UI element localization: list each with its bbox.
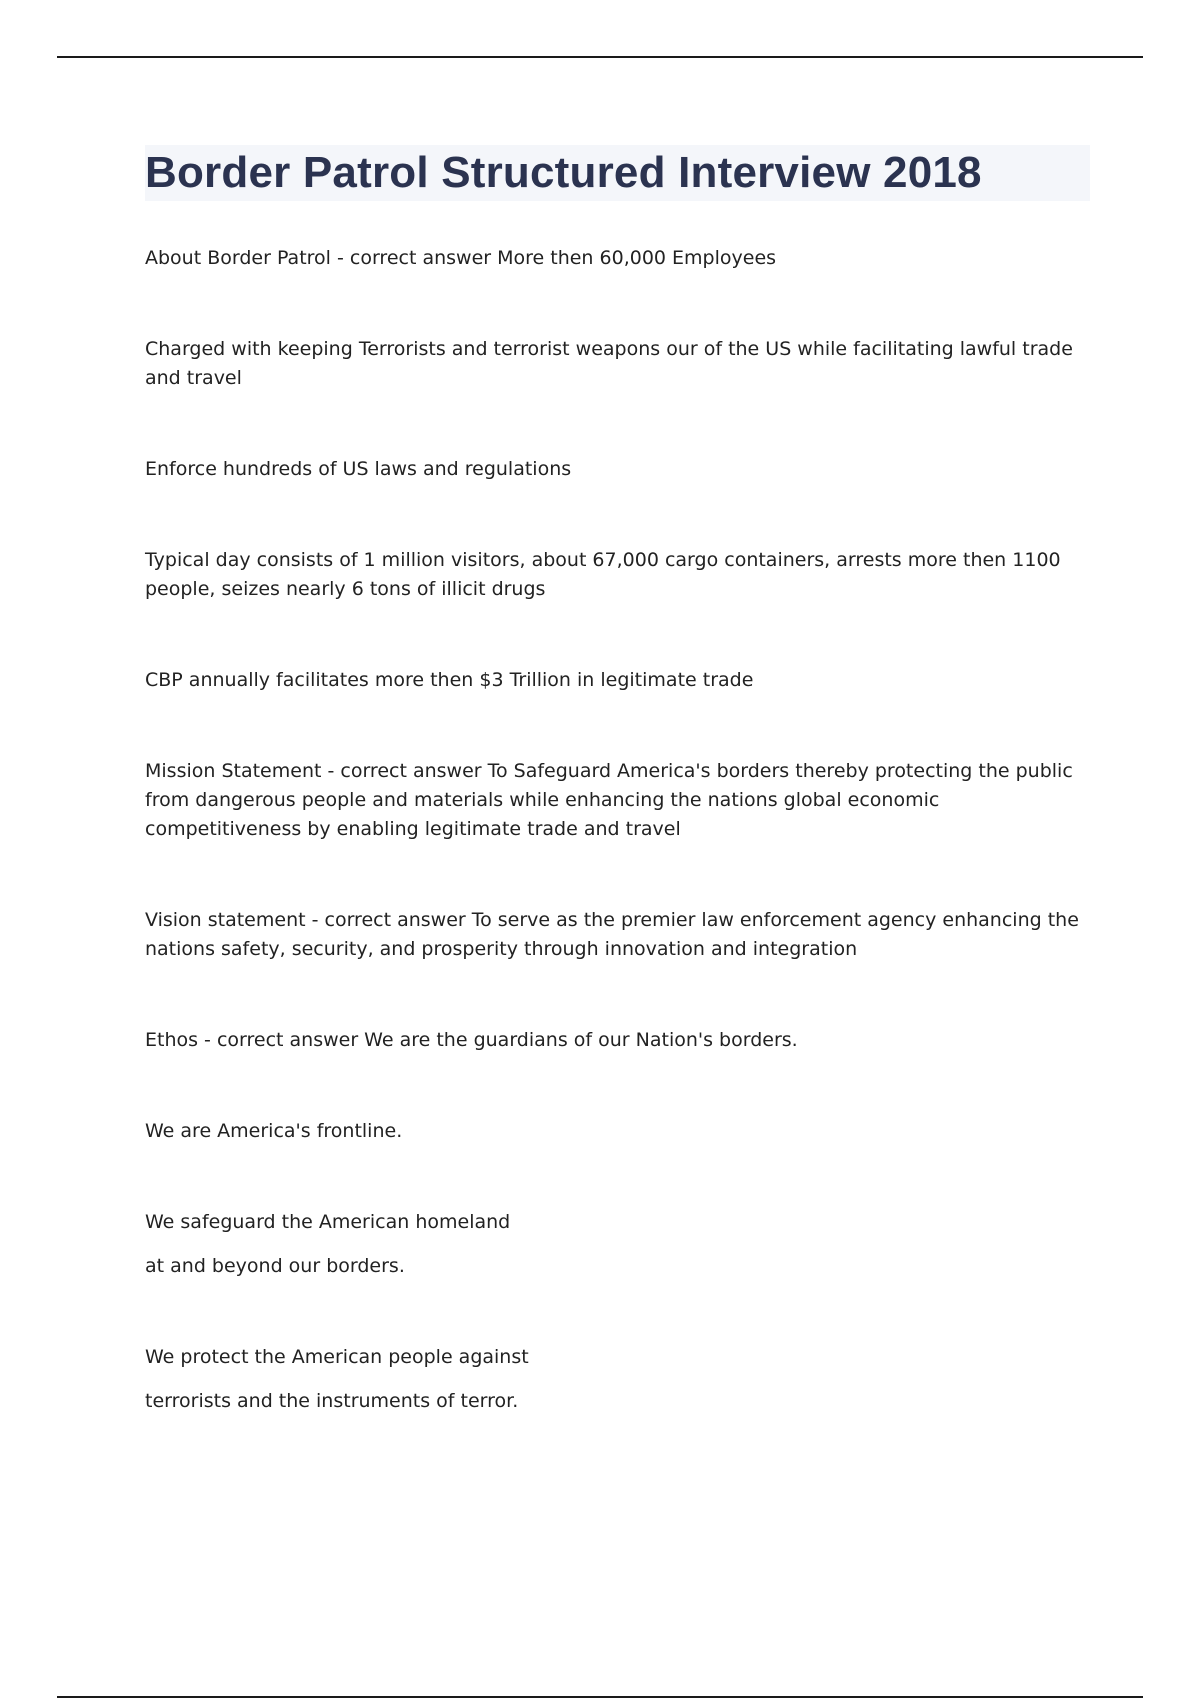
document-title: Border Patrol Structured Interview 2018 <box>145 148 982 197</box>
paragraph-safeguard: We safeguard the American homeland <box>145 1211 511 1233</box>
paragraph-charged: Charged with keeping Terrorists and terrorist weapons our of the US while facilitating lawful trade and travel <box>145 338 1073 389</box>
paragraph-frontline: We are America's frontline. <box>145 1120 403 1142</box>
footer-rule <box>57 1696 1143 1698</box>
document-body <box>145 145 1090 1416</box>
paragraph-vision: Vision statement - correct answer To serve as the premier law enforcement agency enhancing the nations safety, security, and prosperity through innovation and integration <box>145 909 1079 960</box>
paragraph-protect: We protect the American people against <box>145 1346 529 1368</box>
paragraph-about: About Border Patrol - correct answer More then 60,000 Employees <box>145 247 777 269</box>
paragraph-beyond-borders: at and beyond our borders. <box>145 1255 405 1277</box>
paragraph-ethos: Ethos - correct answer We are the guardians of our Nation's borders. <box>145 1029 798 1051</box>
paragraph-terror: terrorists and the instruments of terror. <box>145 1390 519 1412</box>
header-rule <box>57 56 1143 58</box>
title-banner <box>145 145 1090 201</box>
paragraph-enforce: Enforce hundreds of US laws and regulations <box>145 458 572 480</box>
paragraph-typical-day: Typical day consists of 1 million visitors, about 67,000 cargo containers, arrests more then 1100 people, seizes nearly 6 tons of illicit drugs <box>145 549 1061 600</box>
paragraph-mission: Mission Statement - correct answer To Safeguard America's borders thereby protecting the public from dangerous people and materials while enhancing the nations global economic competitiveness by enabling legitimate trade and travel <box>145 760 1073 840</box>
paragraph-trade: CBP annually facilitates more then $3 Trillion in legitimate trade <box>145 669 754 691</box>
